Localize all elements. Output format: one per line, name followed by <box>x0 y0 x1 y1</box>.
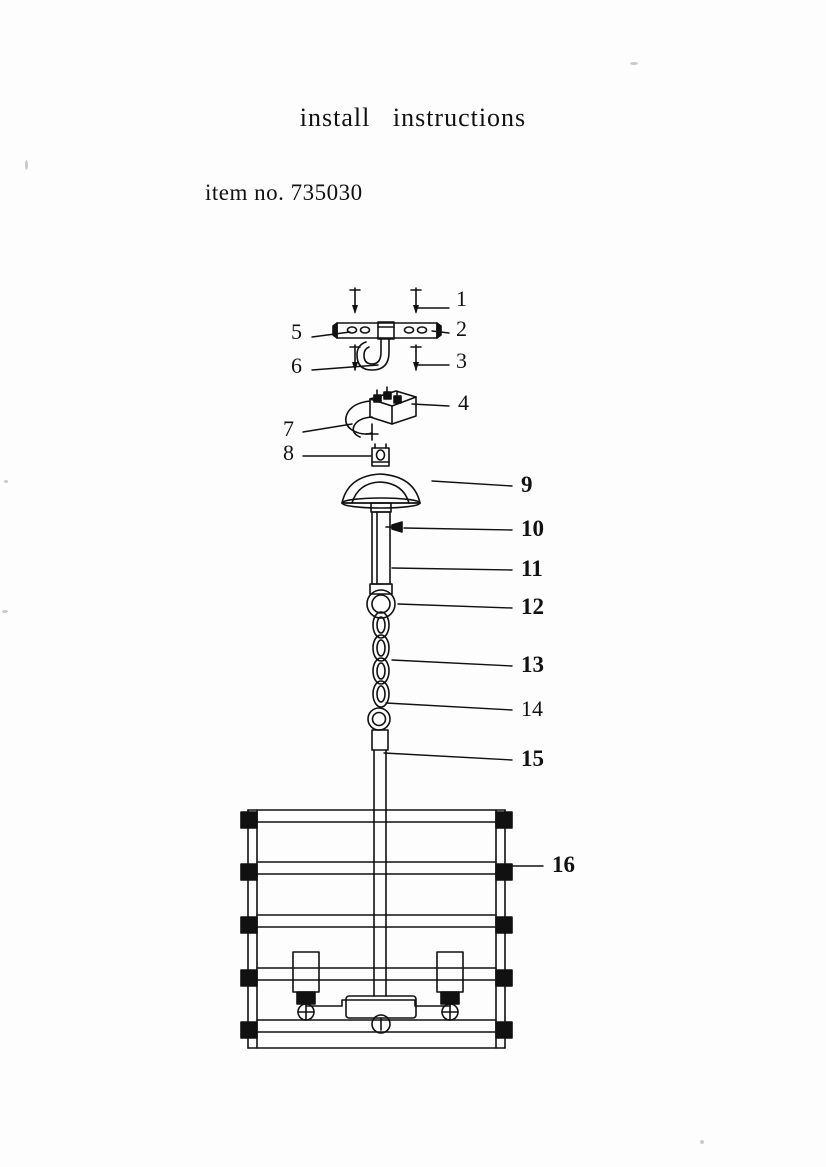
paper-speck <box>2 610 8 613</box>
callout-16: 16 <box>552 852 575 877</box>
paper-speck <box>4 480 8 483</box>
part-13-chain <box>373 612 389 707</box>
callout-13: 13 <box>521 652 544 677</box>
part-7-wires <box>346 401 378 440</box>
part-4-terminal-block <box>370 387 416 424</box>
callout-7: 7 <box>283 416 294 441</box>
page-title: install instructions <box>299 103 527 132</box>
callout-14: 14 <box>521 696 543 721</box>
part-15-lower-stem <box>372 730 388 812</box>
part-16-shade <box>241 810 512 1048</box>
part-8-connector <box>372 444 389 466</box>
callout-5: 5 <box>291 319 302 344</box>
paper-speck <box>25 160 28 170</box>
item-number: item no. 735030 <box>205 180 363 205</box>
part-6-hook <box>357 338 389 370</box>
callout-8: 8 <box>283 440 294 465</box>
callout-6: 6 <box>291 353 302 378</box>
paper-speck <box>700 1140 704 1144</box>
part-1-screws <box>350 288 421 314</box>
part-11-stem <box>372 512 390 584</box>
lamp-cluster <box>293 812 463 1033</box>
callout-4: 4 <box>458 390 469 415</box>
part-3-screws <box>350 345 421 371</box>
callout-2: 2 <box>456 316 467 341</box>
callout-10: 10 <box>521 516 544 541</box>
part-14-lower-ring <box>368 708 390 730</box>
part-12-ring <box>367 584 395 618</box>
callout-leader-lines <box>303 308 543 866</box>
paper-speck <box>630 62 638 65</box>
part-9-canopy <box>342 474 420 512</box>
callout-9: 9 <box>521 472 533 497</box>
callout-1: 1 <box>456 286 467 311</box>
callout-12: 12 <box>521 594 544 619</box>
callout-15: 15 <box>521 746 544 771</box>
callout-11: 11 <box>521 556 543 581</box>
part-2-mounting-bar <box>333 322 441 339</box>
part-10-set-screw <box>386 522 402 532</box>
callout-3: 3 <box>456 348 467 373</box>
